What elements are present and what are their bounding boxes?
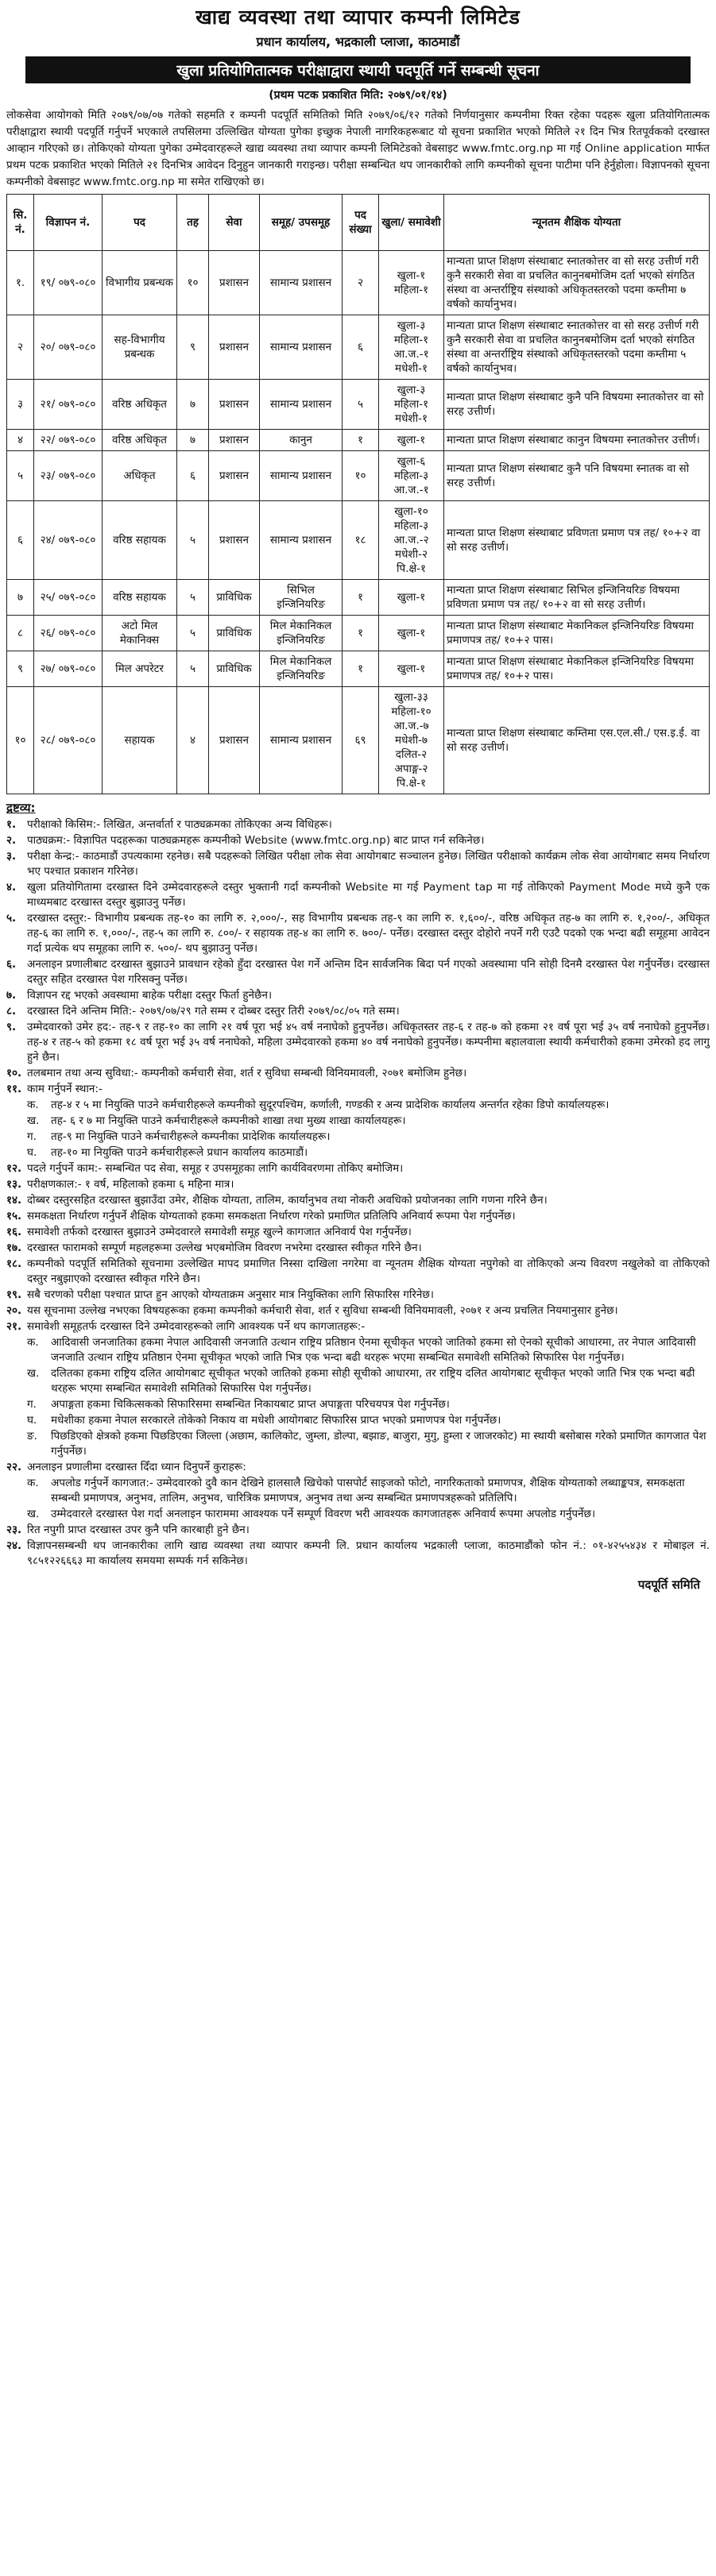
table-cell-level: ५	[177, 651, 209, 687]
table-cell-service: प्राविधिक	[209, 580, 260, 616]
sub-item-letter: ख.	[27, 1508, 40, 1520]
note-text: समावेशी तर्फको दरखास्त बुझाउने उम्मेदवारले समावेशी समूह खुल्ने कागजात अनिवार्य पेश गर्नुपर्नेछ।	[27, 1226, 412, 1238]
note-text: दरखास्त फारामको सम्पूर्ण महलहरूमा उल्लेख भएबमोजिम विवरण नभरेमा दरखास्त स्वीकृत गरिने छैन।	[27, 1242, 422, 1254]
note-text: परीक्षणकाल:- १ वर्ष, महिलाको हकमा ६ महिना मात्र।	[27, 1178, 234, 1191]
table-cell-post: वरिष्ठ अधिकृत	[103, 430, 177, 451]
col-header: खुला/ समावेशी	[379, 195, 444, 251]
table-cell-sn: ३	[7, 380, 34, 430]
notice-header	[6, 0, 710, 102]
table-cell-sn: ४	[7, 430, 34, 451]
online-points-list	[27, 1476, 710, 1522]
note-number: ८.	[6, 1005, 17, 1018]
note-item	[6, 1193, 710, 1208]
table-row	[7, 501, 710, 580]
note-number: २४.	[6, 1539, 22, 1552]
note-item	[6, 911, 710, 956]
note-item	[6, 1020, 710, 1065]
sub-item	[27, 1335, 710, 1365]
table-cell-adv: २७/ ०७९-०८०	[34, 651, 103, 687]
table-cell-adv: २२/ ०७९-०८०	[34, 430, 103, 451]
col-header: तह	[177, 195, 209, 251]
publish-date: (प्रथम पटक प्रकाशित मिति: २०७९/०१/१४)	[269, 89, 447, 102]
table-cell-adv: २१/ ०७९-०८०	[34, 380, 103, 430]
table-cell-type: खुला-३ महिला-१ मधेशी-१	[379, 380, 444, 430]
table-cell-service: प्रशासन	[209, 501, 260, 580]
col-header: पद	[103, 195, 177, 251]
table-cell-adv: २५/ ०७९-०८०	[34, 580, 103, 616]
table-row	[7, 430, 710, 451]
sub-item	[27, 1413, 710, 1428]
sub-item	[27, 1476, 710, 1506]
note-item	[6, 1066, 710, 1081]
notes-title: द्रष्टव्य:	[6, 801, 36, 815]
table-cell-qual: मान्यता प्राप्त शिक्षण संस्थाबाट कुनै पनि विषयमा स्नातकोत्तर वा सो सरह उत्तीर्ण।	[444, 380, 710, 430]
note-item	[6, 1303, 710, 1319]
note-text: काम गर्नुपर्ने स्थान:-	[27, 1083, 103, 1095]
sub-item-letter: घ.	[27, 1146, 37, 1159]
note-text: पाठ्यक्रम:- विज्ञापित पदहरूका पाठ्यक्रमहरू कम्पनीको Website (www.fmtc.org.np) बाट प्राप्त गर्न सकिनेछ।	[27, 834, 485, 847]
notice-page	[6, 0, 710, 1593]
note-text: परीक्षा केन्द्र:- काठमाडौं उपत्यकामा रहनेछ। सबै पदहरूको लिखित परीक्षा लोक सेवा आयोगबाट सञ्चालन हुनेछ। लिखित परीक्षाको कार्यक्रम लोक सेवा आयोगबाट समय निर्धारण भए पश्चात प्रकाशन गरिनेछ।	[27, 850, 710, 878]
note-text: अनलाइन प्रणालीमा दरखास्त दिँदा ध्यान दिनुपर्ने कुराहरू:	[27, 1461, 246, 1473]
table-cell-count: ६	[343, 315, 379, 380]
sub-item	[27, 1114, 710, 1129]
table-cell-post: विभागीय प्रबन्धक	[103, 251, 177, 315]
table-cell-count: ५	[343, 380, 379, 430]
sub-item-text: मधेशीका हकमा नेपाल सरकारले तोकेको निकाय वा मधेशी आयोगबाट सिफारिस प्राप्त भएको प्रमाणपत्र पेश गर्नुपर्नेछ।	[51, 1414, 501, 1427]
table-cell-service: प्राविधिक	[209, 616, 260, 651]
table-cell-count: १८	[343, 501, 379, 580]
table-row	[7, 315, 710, 380]
sub-item	[27, 1429, 710, 1459]
col-header: न्यूनतम शैक्षिक योग्यता	[444, 195, 710, 251]
note-number: ११.	[6, 1083, 22, 1095]
table-cell-level: ५	[177, 580, 209, 616]
note-text: विज्ञापन रद्द भएको अवस्थामा बाहेक परीक्षा दस्तुर फिर्ता हुनेछैन।	[27, 989, 273, 1002]
table-cell-group: सामान्य प्रशासन	[260, 251, 343, 315]
table-cell-group: सामान्य प्रशासन	[260, 315, 343, 380]
note-text: रित नपुगी प्राप्त दरखास्त उपर कुनै पनि कारबाही हुने छैन।	[27, 1524, 250, 1536]
table-cell-qual: मान्यता प्राप्त शिक्षण संस्थाबाट स्नातकोत्तर वा सो सरह उत्तीर्ण गरी कुनै सरकारी सेवा वा प्रचलित कानुनबमोजिम दर्ता भएको संगठित संस्था वा अन्तर्राष्ट्रिय संस्थाको अधिकृतस्तरको पदमा कम्तीमा ५ वर्षको कार्यानुभव।	[444, 315, 710, 380]
table-cell-qual: मान्यता प्राप्त शिक्षण संस्थाबाट कम्तिमा एस.एल.सी./ एस.इ.ई. वा सो सरह उत्तीर्ण।	[444, 687, 710, 794]
table-cell-adv: २३/ ०७९-०८०	[34, 451, 103, 501]
sub-item-letter: ग.	[27, 1130, 37, 1143]
table-cell-sn: १.	[7, 251, 34, 315]
table-cell-type: खुला-१	[379, 616, 444, 651]
note-text: तलबमान तथा अन्य सुविधा:- कम्पनीको कर्मचारी सेवा, शर्त र सुविधा सम्बन्धी विनियमावली, २०७१ बमोजिम हुनेछ।	[27, 1067, 467, 1079]
table-row	[7, 616, 710, 651]
table-cell-qual: मान्यता प्राप्त शिक्षण संस्थाबाट मेकानिकल इन्जिनियरिङ विषयमा प्रमाणपत्र तह/ १०+२ पास।	[444, 616, 710, 651]
table-cell-count: १	[343, 651, 379, 687]
table-row	[7, 580, 710, 616]
table-cell-post: वरिष्ठ अधिकृत	[103, 380, 177, 430]
note-item	[6, 880, 710, 910]
sub-item	[27, 1397, 710, 1412]
note-text: दोब्बर दस्तुरसहित दरखास्त बुझाउँदा उमेर, शैक्षिक योग्यता, तालिम, कार्यानुभव तथा नोकरी अवधिको प्रयोजनका लागि गणना गरिने छैन।	[27, 1194, 548, 1207]
table-cell-level: ६	[177, 451, 209, 501]
note-text: पदले गर्नुपर्ने काम:- सम्बन्धित पद सेवा, समूह र उपसमूहका लागि कार्यविवरणमा तोकिए बमोजिम।	[27, 1162, 404, 1175]
note-item	[6, 849, 710, 879]
table-cell-service: प्रशासन	[209, 315, 260, 380]
sub-item	[27, 1366, 710, 1396]
table-cell-count: १	[343, 616, 379, 651]
note-item	[6, 1460, 710, 1475]
note-item	[6, 988, 710, 1003]
table-row	[7, 380, 710, 430]
table-cell-count: १	[343, 580, 379, 616]
inclusive-docs-list	[27, 1335, 710, 1459]
note-item	[6, 1004, 710, 1019]
notes-section	[6, 801, 710, 1569]
table-cell-group: कानुन	[260, 430, 343, 451]
table-cell-sn: ५	[7, 451, 34, 501]
note-item	[6, 1177, 710, 1192]
sub-item-text: अपलोड गर्नुपर्ने कागजात:- उम्मेदवारको दुवै कान देखिने हालसालै खिचेको पासपोर्ट साइजको फोटो, नागरिकताको प्रमाणपत्र, शैक्षिक योग्यताको लब्धाङ्कपत्र, समकक्षता सम्बन्धी प्रमाणपत्र, अनुभव, तालिम, अनुभव, चारित्रिक प्रमाणपत्र, अनुभव तथा अन्य सम्बन्धित प्रमाणपत्रहरूको प्रतिलिपि।	[51, 1477, 685, 1504]
table-cell-group: मिल मेकानिकल इन्जिनियरिङ	[260, 651, 343, 687]
note-item	[6, 833, 710, 848]
note-item	[6, 1288, 710, 1303]
sub-item-text: आदिवासी जनजातिका हकमा नेपाल आदिवासी जनजाति उत्थान राष्ट्रिय प्रतिष्ठान ऐनमा सूचीकृत भएको जातिको हकमा सो ऐनको सूचीको आधारमा, तर नेपाल आदिवासी जनजाति उत्थान राष्ट्रिय प्रतिष्ठान ऐनमा सूचीकृत भएको जाति भित्र एक भन्दा बढी थरहरू भएमा सम्बन्धित समावेशी समितिको सिफारिस पेश गर्नुपर्नेछ।	[51, 1336, 696, 1364]
note-number: १६.	[6, 1226, 22, 1238]
table-cell-qual: मान्यता प्राप्त शिक्षण संस्थाबाट सिभिल इन्जिनियरिङ विषयमा प्रविणता प्रमाण पत्र तह/ १०+२ वा सो सरह उत्तीर्ण।	[444, 580, 710, 616]
table-cell-type: खुला-१	[379, 430, 444, 451]
table-cell-level: ९	[177, 315, 209, 380]
table-row	[7, 651, 710, 687]
note-item	[6, 957, 710, 987]
note-number: १९.	[6, 1288, 22, 1301]
table-row	[7, 451, 710, 501]
table-cell-service: प्रशासन	[209, 451, 260, 501]
table-cell-adv: २६/ ०७९-०८०	[34, 616, 103, 651]
table-cell-sn: १०	[7, 687, 34, 794]
sub-item-text: तह- ६ र ७ मा नियुक्ति पाउने कर्मचारीहरूले कम्पनीको शाखा तथा मुख्य शाखा कार्यालयहरू।	[51, 1114, 406, 1127]
table-cell-service: प्रशासन	[209, 430, 260, 451]
table-cell-level: ४	[177, 687, 209, 794]
note-text: उम्मेदवारको उमेर हद:- तह-९ र तह-१० का लागि २१ वर्ष पूरा भई ४५ वर्ष ननाघेको हुनुपर्नेछ। अधिकृतस्तर तह-६ र तह-७ को हकमा २१ वर्ष पूरा भई ३५ वर्ष ननाघेको हुनुपर्नेछ। तह-४ र तह-५ को हकमा १८ वर्ष पूरा भई ३५ वर्ष ननाघेको, महिला उम्मेदवारको हकमा ४० वर्ष ननाघेको हुनुपर्नेछ। कम्पनीमा बहालवाला स्थायी कर्मचारीको हकमा उमेरको हद लागु हुने छैन।	[27, 1021, 710, 1064]
sub-item-letter: ग.	[27, 1398, 37, 1411]
table-cell-count: ६९	[343, 687, 379, 794]
notes-list	[6, 1161, 710, 1334]
sub-item-letter: क.	[27, 1477, 39, 1489]
table-cell-adv: २८/ ०७९-०८०	[34, 687, 103, 794]
sub-item-text: तह-९ मा नियुक्ति पाउने कर्मचारीहरूले कम्पनीका प्रादेशिक कार्यालयहरू।	[51, 1130, 331, 1143]
table-cell-group: सामान्य प्रशासन	[260, 380, 343, 430]
notice-title: खुला प्रतियोगितात्मक परीक्षाद्वारा स्थायी पदपूर्ति गर्ने सम्बन्धी सूचना	[25, 56, 691, 83]
table-header-row	[7, 195, 710, 251]
note-item	[6, 1082, 710, 1097]
signature: पदपूर्ति समिति	[637, 1578, 700, 1592]
note-number: ५.	[6, 912, 17, 925]
table-cell-type: खुला-६ महिला-३ आ.ज.-१	[379, 451, 444, 501]
table-cell-type: खुला-३ महिला-१ आ.ज.-१ मधेशी-१	[379, 315, 444, 380]
table-cell-adv: २०/ ०७९-०८०	[34, 315, 103, 380]
table-cell-sn: २	[7, 315, 34, 380]
table-cell-sn: ७	[7, 580, 34, 616]
table-cell-qual: मान्यता प्राप्त शिक्षण संस्थाबाट प्रविणता प्रमाण पत्र तह/ १०+२ वा सो सरह उत्तीर्ण।	[444, 501, 710, 580]
col-header: समूह/ उपसमूह	[260, 195, 343, 251]
note-item	[6, 817, 710, 832]
table-cell-post: वरिष्ठ सहायक	[103, 501, 177, 580]
note-item	[6, 1225, 710, 1240]
table-cell-type: खुला-१	[379, 580, 444, 616]
table-cell-group: सामान्य प्रशासन	[260, 501, 343, 580]
table-cell-service: प्राविधिक	[209, 651, 260, 687]
sub-item-letter: क.	[27, 1099, 39, 1111]
table-cell-count: १०	[343, 451, 379, 501]
vacancy-table-body	[7, 251, 710, 794]
note-number: १.	[6, 818, 17, 831]
note-number: ४.	[6, 881, 17, 894]
note-number: ६.	[6, 958, 17, 971]
table-cell-level: १०	[177, 251, 209, 315]
note-number: १७.	[6, 1242, 22, 1254]
notes-list	[6, 1460, 710, 1475]
table-cell-level: ५	[177, 501, 209, 580]
table-cell-service: प्रशासन	[209, 380, 260, 430]
table-cell-post: मिल अपरेटर	[103, 651, 177, 687]
sub-item-letter: ख.	[27, 1114, 40, 1127]
notes-list	[6, 817, 710, 1097]
sub-item-letter: ख.	[27, 1367, 40, 1380]
table-cell-post: अधिकृत	[103, 451, 177, 501]
table-row	[7, 687, 710, 794]
note-number: १०.	[6, 1067, 22, 1079]
sub-item-letter: क.	[27, 1336, 39, 1349]
note-text: यस सूचनामा उल्लेख नभएका विषयहरूका हकमा कम्पनीको कर्मचारी सेवा, शर्त र सुविधा सम्बन्धी विनियमावली, २०७१ र अन्य प्रचलित नियमानुसार हुनेछ।	[27, 1304, 618, 1317]
sub-item-letter: घ.	[27, 1414, 37, 1427]
note-number: २.	[6, 834, 17, 847]
table-cell-count: १	[343, 430, 379, 451]
table-cell-type: खुला-१	[379, 651, 444, 687]
table-cell-qual: मान्यता प्राप्त शिक्षण संस्थाबाट कानुन विषयमा स्नातकोत्तर उत्तीर्ण।	[444, 430, 710, 451]
note-item	[6, 1523, 710, 1538]
note-number: २०.	[6, 1304, 22, 1317]
col-header: पद संख्या	[343, 195, 379, 251]
sub-item-text: उम्मेदवारले दरखास्त पेश गर्दा अनलाइन फाराममा आवश्यक पर्ने सम्पूर्ण विवरण भरी आवश्यक कागजातहरू अनिवार्य रूपमा अपलोड गर्नुपर्नेछ।	[51, 1508, 596, 1520]
table-cell-qual: मान्यता प्राप्त शिक्षण संस्थाबाट मेकानिकल इन्जिनियरिङ विषयमा प्रमाणपत्र तह/ १०+२ पास।	[444, 651, 710, 687]
table-row	[7, 251, 710, 315]
table-cell-level: ७	[177, 430, 209, 451]
note-number: ३.	[6, 850, 17, 863]
note-item	[6, 1539, 710, 1569]
table-cell-type: खुला-१ महिला-१	[379, 251, 444, 315]
note-number: २२.	[6, 1461, 22, 1473]
note-number: १४.	[6, 1194, 22, 1207]
table-cell-group: सिभिल इन्जिनियरिङ	[260, 580, 343, 616]
sub-item	[27, 1145, 710, 1161]
col-header: सेवा	[209, 195, 260, 251]
note-text: दरखास्त दस्तुर:- विभागीय प्रबन्धक तह-१० का लागि रु. २,०००/-, सह विभागीय प्रबन्धक तह-९ का लागि रु. १,६००/-, वरिष्ठ अधिकृत तह-७ का लागि रु. १,२००/-, अधिकृत तह-६ का लागि रु. १,०००/-, तह-५ का लागि रु. ८००/- र सहायक तह-४ का लागि रु. ७००/- पर्नेछ। दरखास्त दस्तुर दोहोरो नपर्ने गरी एउटै पदको एक भन्दा बढी समूहमा आवेदन गर्दा प्रत्येक थप समूहका लागि रु. ५००/- थप बुझाउनु पर्नेछ।	[27, 912, 710, 955]
note-text: समावेशी समूहतर्फ दरखास्त दिने उम्मेदवारहरूको लागि आवश्यक पर्ने थप कागजातहरू:-	[27, 1320, 366, 1333]
note-text: परीक्षाको किसिम:- लिखित, अन्तर्वार्ता र पाठ्यक्रमका तोकिएका अन्य विधिहरू।	[27, 818, 332, 831]
note-item	[6, 1319, 710, 1334]
note-item	[6, 1257, 710, 1287]
note-number: १२.	[6, 1162, 22, 1175]
table-cell-adv: १९/ ०७९-०८०	[34, 251, 103, 315]
table-cell-type: खुला-३३ महिला-१० आ.ज.-७ मधेशी-७ दलित-२ अपाङ्ग-२ पि.क्षे-१	[379, 687, 444, 794]
note-text: समकक्षता निर्धारण गर्नुपर्ने शैक्षिक योग्यताको हकमा समकक्षता निर्धारण गरेको प्रमाणित प्रतिलिपि अनिवार्य रूपमा पेश गर्नुपर्नेछ।	[27, 1210, 516, 1222]
sub-item-text: अपाङ्गता हकमा चिकित्सकको सिफारिसमा सम्बन्धित निकायबाट प्राप्त अपाङ्गता परिचयपत्र पेश गर्नुपर्नेछ।	[51, 1398, 450, 1411]
intro-paragraph: लोकसेवा आयोगको मिति २०७९/०७/०७ गतेको सहमति र कम्पनी पदपूर्ति समितिको मिति २०७९/०६/१२ गतेको निर्णयानुसार कम्पनीमा रिक्त रहेका पदहरू खुला प्रतियोगितात्मक परीक्षाद्वारा स्थायी पदपूर्ति गर्नुपर्ने भएकाले तपसिलमा उल्लिखित योग्यता पुगेका इच्छुक नेपाली नागरिकहरूबाट यो सूचना प्रकाशित भएको मितिले २१ दिन भित्र रितपूर्वकको दरखास्त आव्हान गरिएको छ। तोकिएको योग्यता पुगेका उम्मेदवारहरूले खाद्य व्यवस्था तथा व्यापार कम्पनी लिमिटेडको वेबसाइट www.fmtc.org.np मा गई Online application मार्फत प्रथम पटक प्रकाशित भएको मितिले २१ दिनभित्र आवेदन दिनुहुन जानकारी गराइन्छ। परीक्षा सम्बन्धित थप जानकारीको लागि कम्पनीको सूचना पाटीमा पनि हेर्नुहोला। विज्ञापनको सूचना कम्पनीको वेबसाइट www.fmtc.org.np मा समेत राखिएको छ।	[6, 109, 710, 188]
table-cell-level: ५	[177, 616, 209, 651]
note-number: १३.	[6, 1178, 22, 1191]
work-places-list	[27, 1098, 710, 1161]
note-number: ९.	[6, 1021, 17, 1033]
table-cell-adv: २४/ ०७९-०८०	[34, 501, 103, 580]
table-cell-post: वरिष्ठ सहायक	[103, 580, 177, 616]
note-text: विज्ञापनसम्बन्धी थप जानकारीका लागि खाद्य व्यवस्था तथा व्यापार कम्पनी लि. प्रधान कार्यालय भद्रकाली प्लाजा, काठमाडौंको फोन नं.: ०१-४२५५४३४ र मोबाइल नं. ९८५१२२६६६३ मा कार्यालय समयमा सम्पर्क गर्न सकिनेछ।	[27, 1539, 710, 1567]
table-cell-group: मिल मेकानिकल इन्जिनियरिङ	[260, 616, 343, 651]
table-cell-sn: ६	[7, 501, 34, 580]
sub-item-text: दलितका हकमा राष्ट्रिय दलित आयोगबाट सूचीकृत भएको जातिको हकमा सोही सूचीको आधारमा, तर राष्ट्रिय दलित आयोगबाट सूचीकृत भएको जाति भित्र एक भन्दा बढी थरहरू भएमा सम्बन्धित समावेशी समितिको सिफारिस पेश गर्नुपर्नेछ।	[51, 1367, 695, 1395]
note-text: सबै चरणको परीक्षा पश्चात प्राप्त हुन आएको योग्यताक्रम अनुसार मात्र नियुक्तिका लागि सिफारिस गरिनेछ।	[27, 1288, 434, 1301]
table-cell-post: सह-विभागीय प्रबन्धक	[103, 315, 177, 380]
note-item	[6, 1209, 710, 1224]
table-cell-type: खुला-१० महिला-३ आ.ज.-२ मधेशी-२ पि.क्षे-१	[379, 501, 444, 580]
table-cell-sn: ९	[7, 651, 34, 687]
note-number: १८.	[6, 1257, 22, 1270]
table-cell-post: सहायक	[103, 687, 177, 794]
sub-item-text: तह-१० मा नियुक्ति पाउने कर्मचारीहरूले प्रधान कार्यालय काठमाडौं।	[51, 1146, 308, 1159]
notes-list	[6, 1523, 710, 1569]
sub-item	[27, 1098, 710, 1113]
table-cell-sn: ८	[7, 616, 34, 651]
table-cell-qual: मान्यता प्राप्त शिक्षण संस्थाबाट स्नातकोत्तर वा सो सरह उत्तीर्ण गरी कुनै सरकारी सेवा वा प्रचलित कानुनबमोजिम दर्ता भएको संगठित संस्था वा अन्तर्राष्ट्रिय संस्थाको अधिकृतस्तरको पदमा कम्तीमा ७ वर्षको कार्यानुभव।	[444, 251, 710, 315]
table-cell-group: सामान्य प्रशासन	[260, 687, 343, 794]
note-text: दरखास्त दिने अन्तिम मिति:- २०७९/०७/२९ गते सम्म र दोब्बर दस्तुर तिरी २०७९/०८/०५ गते सम्म।	[27, 1005, 400, 1018]
table-cell-qual: मान्यता प्राप्त शिक्षण संस्थाबाट कुनै पनि विषयमा स्नातक वा सो सरह उत्तीर्ण।	[444, 451, 710, 501]
col-header: विज्ञापन नं.	[34, 195, 103, 251]
note-number: १५.	[6, 1210, 22, 1222]
table-cell-level: ७	[177, 380, 209, 430]
sub-item	[27, 1507, 710, 1522]
note-number: ७.	[6, 989, 17, 1002]
org-name: खाद्य व्यवस्था तथा व्यापार कम्पनी लिमिटेड	[195, 6, 521, 29]
table-cell-group: सामान्य प्रशासन	[260, 451, 343, 501]
sub-item	[27, 1130, 710, 1145]
note-number: २१.	[6, 1320, 22, 1333]
note-text: अनलाइन प्रणालीबाट दरखास्त बुझाउने प्रावधान रहेको हुँदा दरखास्त पेश गर्ने अन्तिम दिन सार्वजनिक बिदा पर्न गएको अवस्थामा पनि सोही दिनमै दरखास्त पेश गर्नुपर्नेछ। दरखास्त दस्तुर सहित दरखास्त पेश गरिसक्नु पर्नेछ।	[27, 958, 710, 986]
sub-item-text: पिछडिएको क्षेत्रको हकमा पिछडिएका जिल्ला (अछाम, कालिकोट, जुम्ला, डोल्पा, बझाङ, बाजुरा, मुगु, हुम्ला र जाजरकोट) मा स्थायी बसोबास गरेको प्रमाणित कागजात पेश गर्नुपर्नेछ।	[51, 1430, 706, 1458]
sub-item-text: तह-४ र ५ मा नियुक्ति पाउने कर्मचारीहरूले कम्पनीको सुदूरपश्चिम, कर्णाली, गण्डकी र अन्य प्रादेशिक कार्यालय अन्तर्गत रहेका डिपो कार्यालयहरू।	[51, 1099, 610, 1111]
sub-item-letter: ङ.	[27, 1430, 37, 1442]
col-header: सि. नं.	[7, 195, 34, 251]
note-number: २३.	[6, 1524, 22, 1536]
office-address: प्रधान कार्यालय, भद्रकाली प्लाजा, काठमाडौं	[256, 34, 460, 49]
table-cell-service: प्रशासन	[209, 687, 260, 794]
note-item	[6, 1241, 710, 1256]
table-cell-service: प्रशासन	[209, 251, 260, 315]
note-text: खुला प्रतियोगितामा दरखास्त दिने उम्मेदवारहरूले दस्तुर भुक्तानी गर्दा कम्पनीको Website मा गई Payment tap मा गई तोकिएको Payment Mode मध्ये कुनै एक माध्यमबाट दरखास्त दस्तुर बुझाउनु पर्नेछ।	[27, 881, 710, 909]
table-cell-count: २	[343, 251, 379, 315]
table-cell-post: अटो मिल मेकानिक्स	[103, 616, 177, 651]
vacancy-table	[6, 194, 710, 794]
note-item	[6, 1161, 710, 1176]
note-text: कम्पनीको पदपूर्ति समितिको सूचनामा उल्लेखित मापद प्रमाणित निस्सा दाखिला नगरेमा वा न्यूनतम शैक्षिक योग्यता नपुगेको वा तोकिएको अन्य विवरण नखुलेको वा तोकिएको दस्तुर नबुझाएको दरखास्त स्वीकृत गरिने छैन।	[27, 1257, 710, 1285]
